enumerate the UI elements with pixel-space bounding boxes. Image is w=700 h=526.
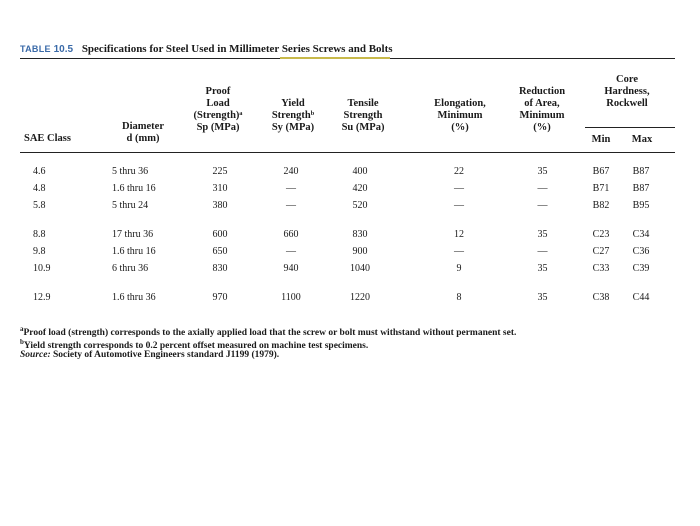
row-yield-strength: 240 — [283, 166, 299, 177]
header-tensile-strength: Tensile Strength Su (MPa) — [341, 98, 385, 133]
header-diameter: Diameter d (mm) — [122, 121, 164, 144]
header-yield-strength: Yield Strengthᵇ Sy (MPa) — [271, 98, 315, 133]
footnote-a-text: Proof load (strength) corresponds to the axially applied load that the screw or bolt must withstand without permanent set. — [23, 328, 517, 339]
row-yield-strength: 1100 — [281, 292, 301, 303]
table-number: 10.5 — [53, 44, 74, 55]
row-proof-load: 225 — [212, 166, 228, 177]
row-tensile-strength: 520 — [352, 200, 368, 211]
row-proof-load: 830 — [212, 263, 228, 274]
row-reduction-area: 35 — [537, 292, 548, 303]
row-tensile-strength: 900 — [352, 246, 368, 257]
row-reduction-area: — — [537, 200, 548, 211]
row-tensile-strength: 420 — [352, 183, 368, 194]
row-reduction-area: 35 — [537, 229, 548, 240]
row-sae-class: 10.9 — [33, 263, 51, 274]
row-yield-strength: — — [286, 200, 296, 211]
row-diameter: 5 thru 36 — [112, 166, 149, 177]
row-elongation: 12 — [454, 229, 464, 240]
row-reduction-area: 35 — [537, 263, 548, 274]
header-min: Min — [591, 134, 611, 145]
row-proof-load: 380 — [212, 200, 228, 211]
row-diameter: 1.6 thru 16 — [112, 183, 156, 194]
row-sae-class: 9.8 — [33, 246, 46, 257]
header-sae-class: SAE Class — [24, 133, 71, 144]
row-sae-class: 4.6 — [33, 166, 46, 177]
row-diameter: 1.6 thru 16 — [112, 246, 156, 257]
row-yield-strength: — — [286, 246, 296, 257]
row-sae-class: 5.8 — [33, 200, 46, 211]
row-yield-strength: 940 — [283, 263, 299, 274]
row-diameter: 6 thru 36 — [112, 263, 149, 274]
row-elongation: 9 — [456, 263, 462, 274]
row-elongation: — — [454, 200, 464, 211]
row-tensile-strength: 1220 — [350, 292, 370, 303]
hardness-subrule — [585, 127, 675, 128]
row-hardness-min: B82 — [592, 200, 610, 211]
header-core-hardness: Core Hardness, Rockwell — [604, 74, 650, 109]
footnote-b-text: Yield strength corresponds to 0.2 percent offset measured on machine test specimens. — [23, 341, 369, 352]
row-hardness-max: B95 — [632, 200, 650, 211]
row-sae-class: 12.9 — [33, 292, 51, 303]
row-proof-load: 310 — [212, 183, 228, 194]
row-proof-load: 650 — [212, 246, 228, 257]
source-label: Source: — [20, 350, 51, 360]
row-tensile-strength: 400 — [352, 166, 368, 177]
row-hardness-max: C44 — [632, 292, 650, 303]
row-reduction-area: — — [537, 246, 548, 257]
row-hardness-max: B87 — [632, 183, 650, 194]
row-hardness-min: B71 — [592, 183, 610, 194]
row-tensile-strength: 830 — [352, 229, 368, 240]
row-reduction-area: — — [537, 183, 548, 194]
row-elongation: 22 — [454, 166, 464, 177]
row-hardness-min: C33 — [592, 263, 610, 274]
row-diameter: 1.6 thru 36 — [112, 292, 156, 303]
row-hardness-min: C27 — [592, 246, 610, 257]
row-sae-class: 4.8 — [33, 183, 46, 194]
row-hardness-max: C34 — [632, 229, 650, 240]
row-yield-strength: — — [286, 183, 296, 194]
row-reduction-area: 35 — [537, 166, 548, 177]
row-elongation: — — [454, 183, 464, 194]
row-hardness-min: C38 — [592, 292, 610, 303]
row-hardness-max: C36 — [632, 246, 650, 257]
row-elongation: 8 — [456, 292, 462, 303]
source-text: Society of Automotive Engineers standard J1199 (1979). — [53, 350, 280, 360]
header-reduction-area: Reduction of Area, Minimum (%) — [518, 86, 566, 133]
header-rule — [20, 152, 675, 153]
footnote-a-mark: a — [20, 325, 24, 333]
row-hardness-max: C39 — [632, 263, 650, 274]
row-sae-class: 8.8 — [33, 229, 46, 240]
header-proof-load: Proof Load (Strength)ᵃ Sp (MPa) — [193, 86, 243, 133]
header-max: Max — [631, 134, 653, 145]
row-diameter: 17 thru 36 — [112, 229, 154, 240]
table-title — [20, 43, 393, 55]
table-title-text: Specifications for Steel Used in Millimeter Series Screws and Bolts — [81, 43, 393, 55]
row-yield-strength: 660 — [283, 229, 299, 240]
row-diameter: 5 thru 24 — [112, 200, 149, 211]
header-elongation: Elongation, Minimum (%) — [434, 98, 486, 133]
row-tensile-strength: 1040 — [350, 263, 370, 274]
row-hardness-min: B67 — [592, 166, 610, 177]
row-hardness-max: B87 — [632, 166, 650, 177]
footnote-b-mark: b — [20, 338, 24, 346]
row-hardness-min: C23 — [592, 229, 610, 240]
row-proof-load: 970 — [212, 292, 228, 303]
table-label: TABLE — [20, 44, 51, 54]
title-underline — [280, 57, 390, 59]
source-note — [20, 349, 279, 361]
row-elongation: — — [454, 246, 464, 257]
row-proof-load: 600 — [212, 229, 228, 240]
